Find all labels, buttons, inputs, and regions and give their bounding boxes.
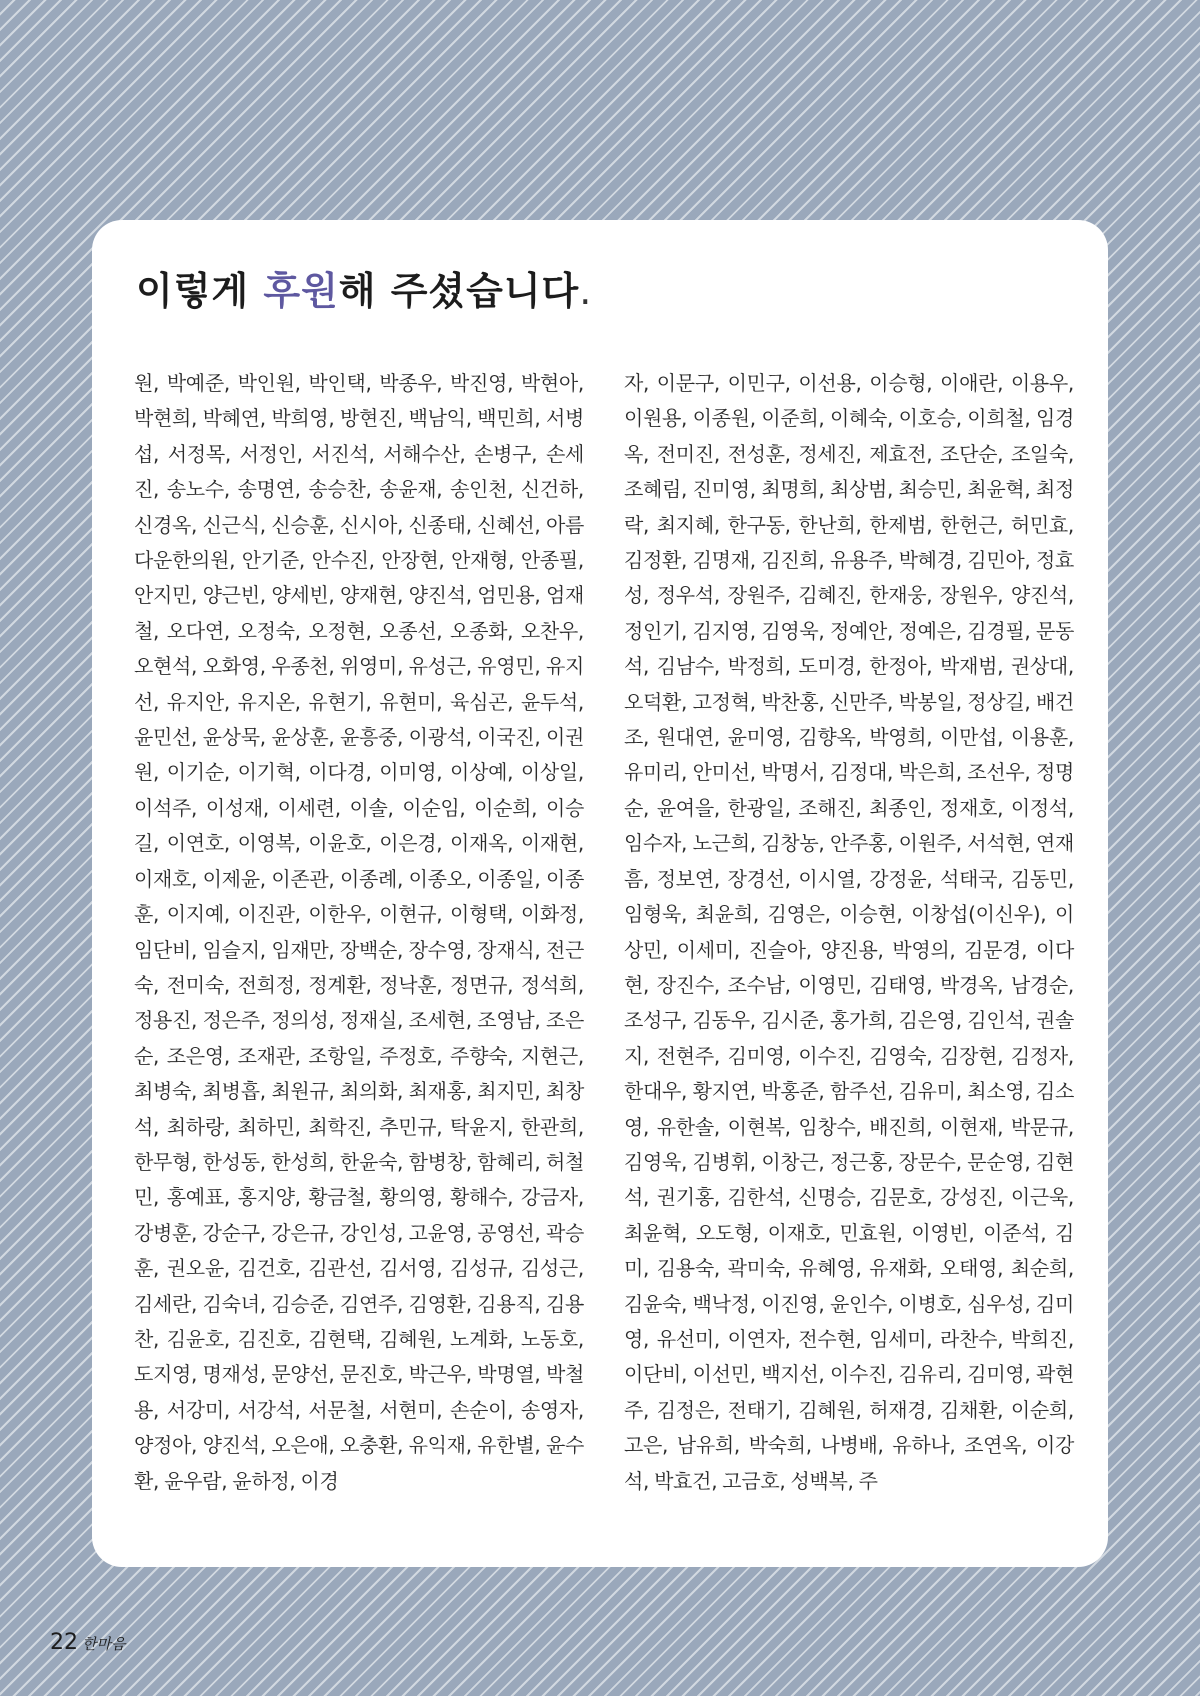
donor-list-left-column: 원, 박예준, 박인원, 박인택, 박종우, 박진영, 박현아, 박현희, 박혜연, 박희영, 방현진, 백남익, 백민희, 서병섭, 서정목, 서정인, 서진석, 서해수산, 손병구, 손세진, 송노수, 송명연, 송승찬, 송윤재, 송인천, 신건하, 신경옥, 신근식, 신승훈, 신시아, 신종태, 신혜선, 아름다운한의원, 안기준, 안수진, 안장현, 안재형, 안종필, 안지민, 양근빈, 양세빈, 양재현, 양진석, 엄민용, 엄재철, 오다연, 오정숙, 오정현, 오종선, 오종화, 오찬우, 오현석, 오화영, 우종천, 위영미, 유성근, 유영민, 유지선, 유지안, 유지온, 유현기, 유현미, 육심곤, 윤두석, 윤민선, 윤상묵, 윤상훈, 윤흥중, 이광석, 이국진, 이권원, 이기순, 이기혁, 이다경, 이미영, 이상예, 이상일, 이석주, 이성재, 이세련, 이솔, 이순임, 이순희, 이승길, 이연호, 이영복, 이윤호, 이은경, 이재옥, 이재현, 이재호, 이제윤, 이존관, 이종례, 이종오, 이종일, 이종훈, 이지예, 이진관, 이한우, 이현규, 이형택, 이화정, 임단비, 임슬지, 임재만, 장백순, 장수영, 장재식, 전근숙, 전미숙, 전희정, 정계환, 정낙훈, 정면규, 정석희, 정용진, 정은주, 정의성, 정재실, 조세현, 조영남, 조은순, 조은영, 조재관, 조항일, 주정호, 주향숙, 지현근, 최병숙, 최병흡, 최원규, 최의화, 최재홍, 최지민, 최창석, 최하랑, 최하민, 최학진, 추민규, 탁윤지, 한관희, 한무형, 한성동, 한성희, 한윤숙, 함병창, 함혜리, 허철민, 홍예표, 홍지양, 황금철, 황의영, 황해수, 강금자, 강병훈, 강순구, 강은규, 강인성, 고윤영, 공영선, 곽승훈, 권오윤, 김건호, 김관선, 김서영, 김성규, 김성근, 김세란, 김숙녀, 김승준, 김연주, 김영환, 김용직, 김용찬, 김윤호, 김진호, 김현택, 김혜원, 노계화, 노동호, 도지영, 명재성, 문양선, 문진호, 박근우, 박명열, 박철용, 서강미, 서강석, 서문철, 서현미, 손순이, 송영자, 양정아, 양진석, 오은애, 오충환, 유익재, 유한별, 윤수환, 윤우람, 윤하정, 이경: [134, 371, 584, 1493]
page-footer: [50, 1630, 125, 1655]
title-period: .: [579, 269, 593, 313]
magazine-brand: 한마음: [82, 1635, 126, 1653]
page-title: [136, 260, 592, 315]
page-number: 22: [50, 1630, 78, 1655]
title-post: 해 주셨습니다: [338, 269, 580, 313]
title-accent: 후원: [263, 269, 339, 313]
donor-card: [92, 220, 1108, 1567]
donor-list-right-column: 자, 이문구, 이민구, 이선용, 이승형, 이애란, 이용우, 이원용, 이종원, 이준희, 이혜숙, 이호승, 이희철, 임경옥, 전미진, 전성훈, 정세진, 제효전, 조단순, 조일숙, 조혜림, 진미영, 최명희, 최상범, 최승민, 최윤혁, 최정락, 최지혜, 한구동, 한난희, 한제범, 한헌근, 허민효, 김정환, 김명재, 김진희, 유용주, 박혜경, 김민아, 정효성, 정우석, 장원주, 김혜진, 한재웅, 장원우, 양진석, 정인기, 김지영, 김영욱, 정예안, 정예은, 김경필, 문동석, 김남수, 박정희, 도미경, 한정아, 박재범, 권상대, 오덕환, 고정혁, 박찬홍, 신만주, 박봉일, 정상길, 배건조, 원대연, 윤미영, 김향옥, 박영희, 이만섭, 이용훈, 유미리, 안미선, 박명서, 김정대, 박은희, 조선우, 정명순, 윤여을, 한광일, 조해진, 최종인, 정재호, 이정석, 임수자, 노근희, 김창농, 안주홍, 이원주, 서석현, 연재흠, 정보연, 장경선, 이시열, 강정윤, 석태국, 김동민, 임형욱, 최윤희, 김영은, 이승현, 이창섭(이신우), 이상민, 이세미, 진슬아, 양진용, 박영의, 김문경, 이다현, 장진수, 조수남, 이영민, 김태영, 박경옥, 남경순, 조성구, 김동우, 김시준, 홍가희, 김은영, 김인석, 권솔지, 전현주, 김미영, 이수진, 김영숙, 김장현, 김정자, 한대우, 황지연, 박홍준, 함주선, 김유미, 최소영, 김소영, 유한솔, 이현복, 임창수, 배진희, 이현재, 박문규, 김영욱, 김병휘, 이창근, 정근홍, 장문수, 문순영, 김현석, 권기홍, 김한석, 신명승, 김문호, 강성진, 이근욱, 최윤혁, 오도형, 이재호, 민효원, 이영빈, 이준석, 김미, 김용숙, 곽미숙, 유혜영, 유재화, 오태영, 최순희, 김윤숙, 백낙정, 이진영, 윤인수, 이병호, 심우성, 김미영, 유선미, 이연자, 전수현, 임세미, 라찬수, 박희진, 이단비, 이선민, 백지선, 이수진, 김유리, 김미영, 곽현주, 김정은, 전태기, 김혜원, 허재경, 김채환, 이순희, 고은, 남유희, 박숙희, 나병배, 유하나, 조연옥, 이강석, 박효건, 고금호, 성백복, 주: [624, 371, 1074, 1493]
title-pre: 이렇게: [136, 269, 264, 313]
